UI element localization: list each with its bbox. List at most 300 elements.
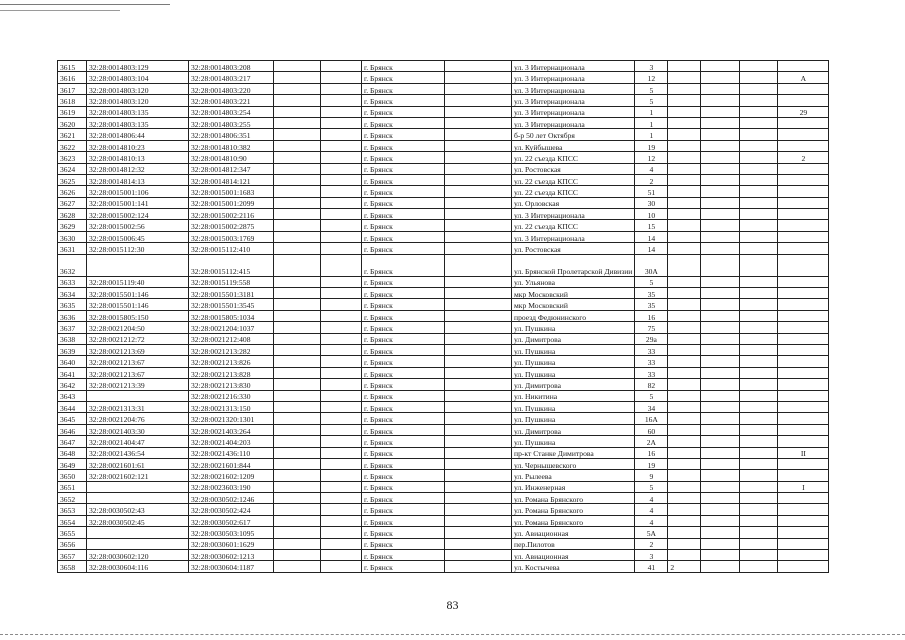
street-name: ул. Димитрова [512, 333, 635, 344]
city-name: г. Брянск [362, 129, 445, 140]
empty-cell [274, 288, 321, 299]
parcel-cadastral-number [87, 538, 189, 549]
street-name: мкр Московский [512, 288, 635, 299]
parcel-cadastral-number: 32:28:0021213:67 [87, 356, 189, 367]
object-cadastral-number: 32:28:0023603:190 [189, 481, 274, 492]
extra-value [668, 458, 701, 469]
empty-cell [274, 95, 321, 106]
extra-value [668, 174, 701, 185]
empty-cell [740, 561, 778, 572]
flat-number [778, 379, 829, 390]
house-number: 3 [635, 550, 668, 561]
street-name: ул. 3 Интернационала [512, 106, 635, 117]
empty-cell [445, 220, 512, 231]
object-cadastral-number: 32:28:0021601:844 [189, 458, 274, 469]
empty-cell [740, 106, 778, 117]
city-name: г. Брянск [362, 209, 445, 220]
object-cadastral-number: 32:28:0014803:254 [189, 106, 274, 117]
street-name: пер.Пилотов [512, 538, 635, 549]
house-number: 5А [635, 527, 668, 538]
empty-cell [274, 276, 321, 287]
flat-number [778, 140, 829, 151]
empty-cell [740, 493, 778, 504]
street-name: ул. Пушкина [512, 356, 635, 367]
empty-cell [445, 197, 512, 208]
empty-cell [321, 61, 362, 72]
empty-cell [445, 515, 512, 526]
empty-cell [321, 333, 362, 344]
flat-number [778, 276, 829, 287]
house-number: 19 [635, 458, 668, 469]
empty-cell [701, 333, 740, 344]
city-name: г. Брянск [362, 152, 445, 163]
street-name: ул. Чернышевского [512, 458, 635, 469]
flat-number [778, 436, 829, 447]
city-name: г. Брянск [362, 550, 445, 561]
empty-cell [740, 299, 778, 310]
empty-cell [321, 288, 362, 299]
extra-value [668, 447, 701, 458]
street-name: ул. 22 съезда КПСС [512, 220, 635, 231]
empty-cell [740, 424, 778, 435]
empty-cell [321, 276, 362, 287]
extra-value [668, 197, 701, 208]
empty-cell [321, 493, 362, 504]
row-number: 3631 [58, 243, 87, 254]
empty-cell [445, 458, 512, 469]
parcel-cadastral-number: 32:28:0014803:135 [87, 117, 189, 128]
empty-cell [321, 72, 362, 83]
empty-cell [274, 344, 321, 355]
empty-cell [701, 186, 740, 197]
empty-cell [274, 186, 321, 197]
object-cadastral-number: 32:28:0021204:1037 [189, 322, 274, 333]
row-number: 3638 [58, 333, 87, 344]
city-name: г. Брянск [362, 254, 445, 276]
row-number: 3645 [58, 413, 87, 424]
table-row [58, 481, 829, 492]
parcel-cadastral-number: 32:28:0014810:13 [87, 152, 189, 163]
parcel-cadastral-number: 32:28:0015001:141 [87, 197, 189, 208]
empty-cell [274, 231, 321, 242]
flat-number [778, 174, 829, 185]
extra-value [668, 186, 701, 197]
empty-cell [321, 356, 362, 367]
empty-cell [445, 117, 512, 128]
empty-cell [701, 152, 740, 163]
empty-cell [274, 447, 321, 458]
parcel-cadastral-number: 32:28:0030502:45 [87, 515, 189, 526]
extra-value [668, 379, 701, 390]
empty-cell [274, 379, 321, 390]
object-cadastral-number: 32:28:0014803:220 [189, 83, 274, 94]
object-cadastral-number: 32:28:0014812:347 [189, 163, 274, 174]
object-cadastral-number: 32:28:0014803:255 [189, 117, 274, 128]
empty-cell [321, 527, 362, 538]
table-row [58, 163, 829, 174]
object-cadastral-number: 32:28:0021602:1209 [189, 470, 274, 481]
empty-cell [701, 322, 740, 333]
object-cadastral-number: 32:28:0030502:1246 [189, 493, 274, 504]
parcel-cadastral-number: 32:28:0015805:150 [87, 310, 189, 321]
row-number: 3625 [58, 174, 87, 185]
empty-cell [274, 106, 321, 117]
extra-value [668, 163, 701, 174]
flat-number [778, 515, 829, 526]
row-number: 3615 [58, 61, 87, 72]
empty-cell [701, 288, 740, 299]
street-name: ул. Димитрова [512, 379, 635, 390]
city-name: г. Брянск [362, 379, 445, 390]
empty-cell [445, 356, 512, 367]
city-name: г. Брянск [362, 140, 445, 151]
extra-value [668, 243, 701, 254]
empty-cell [701, 231, 740, 242]
flat-number [778, 561, 829, 572]
parcel-cadastral-number: 32:28:0014803:104 [87, 72, 189, 83]
empty-cell [740, 367, 778, 378]
empty-cell [701, 436, 740, 447]
empty-cell [445, 254, 512, 276]
empty-cell [445, 344, 512, 355]
empty-cell [701, 276, 740, 287]
house-number: 5 [635, 481, 668, 492]
street-name: ул. Костычева [512, 561, 635, 572]
row-number: 3616 [58, 72, 87, 83]
parcel-cadastral-number: 32:28:0021313:31 [87, 401, 189, 412]
empty-cell [740, 220, 778, 231]
flat-number [778, 231, 829, 242]
empty-cell [445, 106, 512, 117]
house-number: 41 [635, 561, 668, 572]
flat-number [778, 401, 829, 412]
table-row [58, 493, 829, 504]
object-cadastral-number: 32:28:0015112:415 [189, 254, 274, 276]
empty-cell [274, 424, 321, 435]
extra-value [668, 140, 701, 151]
row-number: 3619 [58, 106, 87, 117]
parcel-cadastral-number: 32:28:0021212:72 [87, 333, 189, 344]
empty-cell [701, 83, 740, 94]
street-name: ул. Рылеева [512, 470, 635, 481]
empty-cell [445, 152, 512, 163]
house-number: 75 [635, 322, 668, 333]
house-number: 1 [635, 106, 668, 117]
street-name: ул. 3 Интернационала [512, 209, 635, 220]
empty-cell [740, 401, 778, 412]
extra-value [668, 538, 701, 549]
row-number: 3647 [58, 436, 87, 447]
empty-cell [321, 550, 362, 561]
street-name: ул. Орловская [512, 197, 635, 208]
flat-number [778, 504, 829, 515]
empty-cell [321, 197, 362, 208]
flat-number [778, 117, 829, 128]
empty-cell [445, 424, 512, 435]
row-number: 3648 [58, 447, 87, 458]
empty-cell [321, 209, 362, 220]
city-name: г. Брянск [362, 424, 445, 435]
city-name: г. Брянск [362, 458, 445, 469]
row-number: 3656 [58, 538, 87, 549]
row-number: 3652 [58, 493, 87, 504]
empty-cell [274, 72, 321, 83]
extra-value [668, 72, 701, 83]
city-name: г. Брянск [362, 322, 445, 333]
empty-cell [740, 436, 778, 447]
city-name: г. Брянск [362, 447, 445, 458]
empty-cell [740, 538, 778, 549]
street-name: ул. Ростовская [512, 163, 635, 174]
empty-cell [321, 220, 362, 231]
object-cadastral-number: 32:28:0030502:424 [189, 504, 274, 515]
city-name: г. Брянск [362, 174, 445, 185]
table-row [58, 458, 829, 469]
table-row [58, 367, 829, 378]
empty-cell [740, 288, 778, 299]
table-row [58, 186, 829, 197]
object-cadastral-number: 32:28:0021436:110 [189, 447, 274, 458]
parcel-cadastral-number: 32:28:0014812:32 [87, 163, 189, 174]
house-number: 10 [635, 209, 668, 220]
street-name: ул. Ульянова [512, 276, 635, 287]
street-name: ул. Инженерная [512, 481, 635, 492]
extra-value [668, 390, 701, 401]
parcel-cadastral-number [87, 390, 189, 401]
house-number: 16 [635, 447, 668, 458]
row-number: 3643 [58, 390, 87, 401]
empty-cell [701, 95, 740, 106]
city-name: г. Брянск [362, 83, 445, 94]
row-number: 3629 [58, 220, 87, 231]
empty-cell [740, 72, 778, 83]
empty-cell [321, 140, 362, 151]
extra-value [668, 550, 701, 561]
empty-cell [740, 481, 778, 492]
empty-cell [445, 276, 512, 287]
parcel-cadastral-number [87, 254, 189, 276]
parcel-cadastral-number: 32:28:0021213:69 [87, 344, 189, 355]
house-number: 60 [635, 424, 668, 435]
row-number: 3618 [58, 95, 87, 106]
table-row [58, 152, 829, 163]
empty-cell [740, 379, 778, 390]
extra-value [668, 356, 701, 367]
object-cadastral-number: 32:28:0021213:830 [189, 379, 274, 390]
empty-cell [445, 527, 512, 538]
empty-cell [701, 117, 740, 128]
extra-value [668, 436, 701, 447]
row-number: 3627 [58, 197, 87, 208]
table-body [58, 61, 829, 573]
object-cadastral-number: 32:28:0015805:1034 [189, 310, 274, 321]
empty-cell [740, 276, 778, 287]
flat-number [778, 129, 829, 140]
empty-cell [740, 515, 778, 526]
empty-cell [701, 561, 740, 572]
empty-cell [274, 527, 321, 538]
table-row [58, 527, 829, 538]
empty-cell [701, 72, 740, 83]
table-row [58, 470, 829, 481]
row-number: 3644 [58, 401, 87, 412]
house-number: 14 [635, 231, 668, 242]
city-name: г. Брянск [362, 515, 445, 526]
empty-cell [445, 447, 512, 458]
row-number: 3628 [58, 209, 87, 220]
table-row [58, 299, 829, 310]
extra-value [668, 299, 701, 310]
city-name: г. Брянск [362, 481, 445, 492]
city-name: г. Брянск [362, 470, 445, 481]
table-row [58, 538, 829, 549]
object-cadastral-number: 32:28:0014803:208 [189, 61, 274, 72]
empty-cell [445, 209, 512, 220]
empty-cell [321, 322, 362, 333]
table-row [58, 174, 829, 185]
table-row [58, 129, 829, 140]
object-cadastral-number: 32:28:0030604:1187 [189, 561, 274, 572]
parcel-cadastral-number: 32:28:0021602:121 [87, 470, 189, 481]
page-number: 83 [446, 598, 459, 612]
empty-cell [274, 515, 321, 526]
object-cadastral-number: 32:28:0015002:2875 [189, 220, 274, 231]
city-name: г. Брянск [362, 220, 445, 231]
empty-cell [274, 117, 321, 128]
flat-number [778, 333, 829, 344]
empty-cell [701, 447, 740, 458]
empty-cell [274, 493, 321, 504]
empty-cell [701, 424, 740, 435]
table-row [58, 61, 829, 72]
house-number: 2 [635, 174, 668, 185]
house-number: 4 [635, 493, 668, 504]
empty-cell [274, 197, 321, 208]
extra-value [668, 288, 701, 299]
extra-value [668, 95, 701, 106]
empty-cell [740, 117, 778, 128]
parcel-cadastral-number: 32:28:0015112:30 [87, 243, 189, 254]
empty-cell [740, 527, 778, 538]
city-name: г. Брянск [362, 561, 445, 572]
row-number: 3633 [58, 276, 87, 287]
flat-number [778, 458, 829, 469]
flat-number [778, 220, 829, 231]
empty-cell [445, 129, 512, 140]
empty-cell [740, 152, 778, 163]
object-cadastral-number: 32:28:0015501:3545 [189, 299, 274, 310]
empty-cell [740, 95, 778, 106]
object-cadastral-number: 32:28:0015001:2099 [189, 197, 274, 208]
street-name: ул. Авиационная [512, 527, 635, 538]
street-name: ул. 3 Интернационала [512, 231, 635, 242]
object-cadastral-number: 32:28:0021213:282 [189, 344, 274, 355]
city-name: г. Брянск [362, 186, 445, 197]
object-cadastral-number: 32:28:0021313:150 [189, 401, 274, 412]
empty-cell [274, 356, 321, 367]
row-number: 3630 [58, 231, 87, 242]
empty-cell [701, 481, 740, 492]
empty-cell [274, 561, 321, 572]
empty-cell [445, 413, 512, 424]
row-number: 3650 [58, 470, 87, 481]
empty-cell [740, 344, 778, 355]
flat-number [778, 322, 829, 333]
empty-cell [740, 209, 778, 220]
parcel-cadastral-number: 32:28:0021601:61 [87, 458, 189, 469]
street-name: пр-кт Станке Димитрова [512, 447, 635, 458]
object-cadastral-number: 32:28:0014810:90 [189, 152, 274, 163]
house-number: 35 [635, 299, 668, 310]
city-name: г. Брянск [362, 504, 445, 515]
extra-value [668, 152, 701, 163]
empty-cell [321, 424, 362, 435]
city-name: г. Брянск [362, 72, 445, 83]
extra-value [668, 344, 701, 355]
street-name: проезд Федюнинского [512, 310, 635, 321]
empty-cell [740, 550, 778, 561]
extra-value [668, 322, 701, 333]
house-number: 3 [635, 61, 668, 72]
row-number: 3626 [58, 186, 87, 197]
flat-number: 2 [778, 152, 829, 163]
house-number: 5 [635, 390, 668, 401]
object-cadastral-number: 32:28:0030602:1213 [189, 550, 274, 561]
empty-cell [321, 129, 362, 140]
row-number: 3636 [58, 310, 87, 321]
empty-cell [321, 186, 362, 197]
flat-number [778, 493, 829, 504]
house-number: 29а [635, 333, 668, 344]
empty-cell [445, 140, 512, 151]
empty-cell [701, 458, 740, 469]
empty-cell [321, 299, 362, 310]
empty-cell [274, 152, 321, 163]
house-number: 33 [635, 367, 668, 378]
empty-cell [701, 243, 740, 254]
house-number: 19 [635, 140, 668, 151]
city-name: г. Брянск [362, 117, 445, 128]
empty-cell [321, 344, 362, 355]
object-cadastral-number: 32:28:0021213:828 [189, 367, 274, 378]
empty-cell [740, 413, 778, 424]
empty-cell [321, 413, 362, 424]
city-name: г. Брянск [362, 356, 445, 367]
empty-cell [321, 83, 362, 94]
parcel-cadastral-number: 32:28:0014814:13 [87, 174, 189, 185]
empty-cell [274, 209, 321, 220]
empty-cell [321, 163, 362, 174]
parcel-cadastral-number: 32:28:0030604:116 [87, 561, 189, 572]
empty-cell [274, 390, 321, 401]
empty-cell [701, 470, 740, 481]
empty-cell [740, 322, 778, 333]
row-number: 3646 [58, 424, 87, 435]
table-row [58, 390, 829, 401]
empty-cell [740, 163, 778, 174]
empty-cell [274, 322, 321, 333]
street-name: ул. 3 Интернационала [512, 83, 635, 94]
empty-cell [274, 367, 321, 378]
top-rule-secondary [0, 10, 120, 11]
parcel-cadastral-number: 32:28:0014803:120 [87, 83, 189, 94]
empty-cell [740, 333, 778, 344]
parcel-cadastral-number: 32:28:0021404:47 [87, 436, 189, 447]
street-name: ул. 3 Интернационала [512, 95, 635, 106]
empty-cell [274, 310, 321, 321]
empty-cell [701, 310, 740, 321]
table-row [58, 436, 829, 447]
